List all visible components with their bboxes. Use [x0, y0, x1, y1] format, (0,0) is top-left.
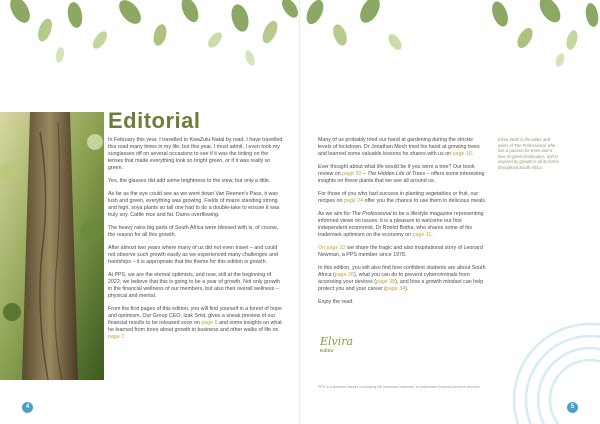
- paragraph: [318, 164, 488, 185]
- signature: Elvira: [320, 335, 354, 348]
- foliage-decoration-right: [300, 0, 600, 70]
- page-title: Editorial: [108, 108, 201, 133]
- paragraph: Enjoy the read.: [318, 299, 354, 305]
- text: ), what you can do to prevent cybercriminals from accessing your devices (: [318, 272, 470, 285]
- text: Many of us probably tried our hand at gardening during the stricter levels of lockdown. Dr Jonathan Moch tried his hand at growing trees and learned some valuable lessons he shares with us on: [318, 137, 480, 157]
- magazine-spine: [299, 0, 301, 424]
- paragraph: [318, 245, 488, 259]
- text: As we aim for: [318, 211, 352, 217]
- text: ), and how a growth mindset can help protect you and your career (: [318, 279, 484, 292]
- text: we share the tragic and also inspirational story of Leonard Newman, a PPS member since 1978.: [318, 245, 483, 258]
- page-number-badge: 4: [22, 402, 33, 413]
- text: In this edition, you will also find how confident students are about South Africa (: [318, 265, 486, 278]
- tree-trunk-photo: [0, 112, 104, 380]
- paragraph: The heavy rains big parts of South Africa were blessed with is, of course, the reason for all this growth.: [108, 225, 279, 238]
- page-link[interactable]: page 26: [334, 272, 354, 278]
- text: .: [471, 151, 474, 157]
- page-link[interactable]: page 24: [343, 198, 364, 204]
- paragraph: At PPS, we are the eternal optimists, and now, still at the beginning of 2022, we believe that this is going to be a year of growth. Not only growth in the financial wellness of our members, but also their overall wellness – physical and mental.: [108, 272, 280, 299]
- paragraph: [318, 191, 488, 205]
- paragraph: Yes, the glasses did add some brightness to the view, but only a little.: [108, 178, 271, 184]
- page-link[interactable]: On page 22: [318, 245, 346, 251]
- page-link[interactable]: page 11: [412, 232, 432, 238]
- book-title: The Hidden Life of Trees: [367, 171, 426, 177]
- page-link[interactable]: page 6: [201, 320, 218, 326]
- text: From the first pages of this edition, you will find yourself in a forest of hope and optimism. Our Group CEO, Izak Smit, gives a sneak preview of our financial results to be released soon on: [108, 306, 283, 326]
- paragraph: In February this year, I travelled to KwaZulu-Natal by road. I have travelled this road many times in my life, but this year, I must admit, I even took my sunglasses off on several occasions to see if it was the tinting on the lenses that made everything look so bright green, or if it was really so green.: [108, 137, 283, 171]
- text: –: [361, 171, 368, 177]
- right-page: [300, 0, 600, 424]
- sidebar-note: Elvira Wahl is the editor and writer of The Professional. She has a passion for trees and a love of green landscapes, and is inspired by growth in all its forms throughout South Africa.: [498, 137, 559, 170]
- page-link[interactable]: page 30: [342, 171, 362, 177]
- editorial-column-left: [108, 137, 284, 347]
- text: ).: [405, 286, 409, 292]
- text: Ever thought about what life would be if you were a tree? Our book review on: [318, 164, 475, 177]
- paragraph: [318, 137, 488, 158]
- magazine-title: The Professional: [351, 211, 392, 217]
- paragraph: After almost two years where many of us did not even travel – and could not observe such growth easily as we experienced many challenges and hardships – it is appropriate that the theme for this edition is growth.: [108, 245, 278, 265]
- foliage-decoration-left: [0, 0, 300, 70]
- page-link[interactable]: page 16: [452, 151, 472, 157]
- text: For those of you who had success in planting vegetables or fruit, our recipes on: [318, 191, 479, 204]
- footer-note: PPS is a licensed insurer conducting life insurance business, an authorised financial services provider.: [318, 385, 481, 389]
- page-link[interactable]: page 34: [386, 286, 406, 292]
- text: to be a lifestyle magazine representing informed views on issues, it is a pleasure to welcome our first independent economist, Dr Roelof Botha, who shares some of his trademark optimism on the economy on: [318, 211, 484, 238]
- text: offer you the chance to use them in delicious meals.: [363, 198, 487, 204]
- decorative-swirl: [500, 300, 600, 424]
- signature-role: Editor: [320, 349, 334, 354]
- text: – offers some interesting insights on these plants that we see all around us.: [318, 171, 485, 184]
- text: and some insights on what he learned from trees about growth in business and other walks of life on: [108, 320, 282, 333]
- page-link[interactable]: page 7: [108, 334, 125, 340]
- paragraph: [108, 306, 284, 341]
- page-number-badge: 5: [567, 402, 578, 413]
- text: .: [124, 334, 126, 340]
- page-link[interactable]: page 38: [376, 279, 396, 285]
- paragraph: As far as the eye could see as we went down Van Reenen's Pass, it was lush and green, everything was growing. Fields of maize standing strong and high, soya plants so tall one had to do a double-take to ensure it was truly soy. Cattle nice and fat. Dams overflowing.: [108, 191, 280, 218]
- editorial-column-right: [318, 137, 488, 312]
- paragraph: [318, 211, 488, 239]
- text: .: [431, 232, 433, 238]
- paragraph: [318, 265, 488, 293]
